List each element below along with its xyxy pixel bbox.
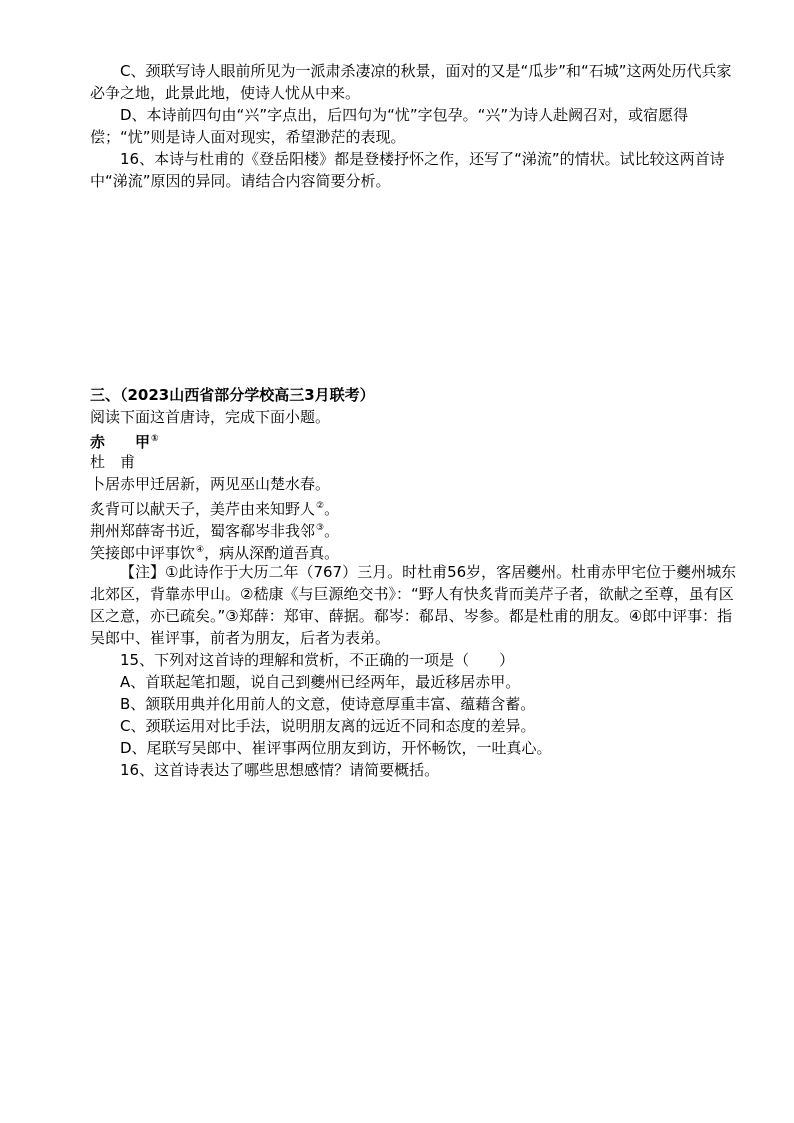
poem-title [90, 428, 159, 453]
poem-line-1 [90, 473, 330, 495]
footnote-ref-1: ① [151, 434, 159, 444]
poem-line-text: 笑接郎中评事饮 [90, 544, 196, 562]
poem-line-text: 卜居赤甲迁居新，两见巫山楚水春。 [90, 475, 331, 493]
option-c: C、颈联运用对比手法，说明朋友离的远近不同和态度的差异。 [120, 717, 536, 735]
poem-line-text: 炙背可以献天子，美芹由来知野人 [90, 500, 316, 518]
poem-notes: 【注】①此诗作于大历二年（767）三月。时杜甫56岁，客居夔州。杜甫赤甲宅位于夔州城东北郊区，背靠赤甲山。②嵇康《与巨源绝交书》：“野人有快炙背而美芹子者，欲献之至尊，虽有区区之意，亦已疏矣。”③郑薛：郑审、薛据。郗岑：郗昂、岑参。都是杜甫的朋友。④郎中评事：指吴郎中、崔评事，前者为朋友，后者为表弟。 [90, 563, 737, 647]
option-d-previous: D、本诗前四句由“兴”字点出，后四句为“忧”字包孕。“兴”为诗人赴阙召对，或宿愿得偿；“忧”则是诗人面对现实，希望渺茫的表现。 [90, 106, 689, 146]
option-d: D、尾联写吴郎中、崔评事两位朋友到访，开怀畅饮，一吐真心。 [120, 739, 552, 757]
poem-author: 杜 甫 [90, 453, 136, 471]
poem-line-text: 荆州郑薛寄书近，蜀客郗岑非我邻 [90, 522, 316, 540]
footnote-ref-4: ④ [196, 545, 205, 555]
option-c-previous: C、颈联写诗人眼前所见为一派肃杀凄凉的秋景，面对的又是“瓜步”和“石城”这两处历代兵家必争之地，此景此地，使诗人忧从中来。 [90, 62, 732, 102]
question-16-previous: 16、本诗与杜甫的《登岳阳楼》都是登楼抒怀之作，还写了“涕流”的情状。试比较这两首诗中“涕流”原因的异同。请结合内容简要分析。 [90, 150, 725, 190]
poem-line-tail: ，病从深酌道吾真。 [204, 544, 340, 562]
option-a: A、首联起笔扣题，说自己到夔州已经两年，最近移居赤甲。 [120, 673, 521, 691]
question-15: 15、下列对这首诗的理解和赏析，不正确的一项是（ ） [120, 651, 515, 669]
question-16: 16、这首诗表达了哪些思想感情？请简要概括。 [120, 761, 440, 779]
footnote-ref-3: ③ [316, 523, 325, 533]
poem-title-text: 赤 甲 [90, 433, 151, 451]
poem-line-tail: 。 [324, 500, 340, 518]
option-b: B、颔联用典并化用前人的文意，使诗意厚重丰富、蕴藉含蓄。 [120, 695, 536, 713]
section-heading: 三、（2023山西省部分学校高三3月联考） [90, 386, 375, 404]
reading-instruction: 阅读下面这首唐诗，完成下面小题。 [90, 408, 331, 426]
poem-line-tail: 。 [324, 522, 340, 540]
footnote-ref-2: ② [316, 501, 325, 511]
